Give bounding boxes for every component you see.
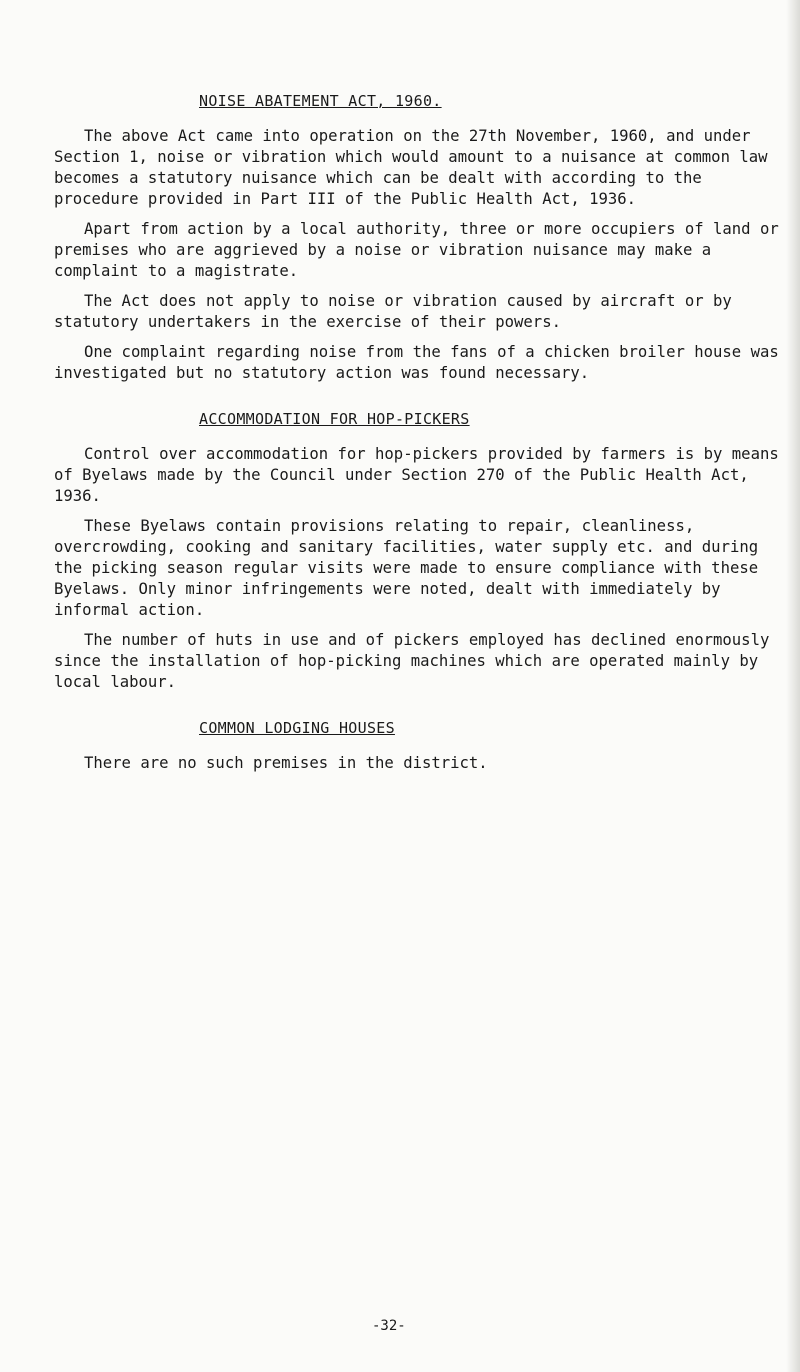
page-number: -32- <box>372 1318 406 1334</box>
paragraph: These Byelaws contain provisions relating to repair, cleanliness, overcrowding, cooking and sanitary facilities, water supply etc. and during the picking season regular visits were made to ensure compliance with these Byelaws. Only minor infringements were noted, dealt with immediately by informal action. <box>54 517 759 619</box>
paragraph: The above Act came into operation on the 27th November, 1960, and under Section 1, noise or vibration which would amount to a nuisance at common law becomes a statutory nuisance which can be dealt with according to the procedure provided in Part III of the Public Health Act, 1936. <box>54 127 768 208</box>
paragraph: Control over accommodation for hop-pickers provided by farmers is by means of Byelaws made by the Council under Section 270 of the Public Health Act, 1936. <box>54 445 779 505</box>
section-heading: NOISE ABATEMENT ACT, 1960. <box>199 92 442 110</box>
section-heading: COMMON LODGING HOUSES <box>199 719 395 737</box>
paragraph: The number of huts in use and of pickers employed has declined enormously since the installation of hop-picking machines which are operated mainly by local labour. <box>54 631 770 691</box>
section-hop-pickers <box>54 410 794 693</box>
section-noise-abatement <box>54 92 794 384</box>
document-page <box>54 92 794 783</box>
paragraph: Apart from action by a local authority, three or more occupiers of land or premises who are aggrieved by a noise or vibration nuisance may make a complaint to a magistrate. <box>54 220 779 280</box>
paragraph: One complaint regarding noise from the fans of a chicken broiler house was investigated but no statutory action was found necessary. <box>54 343 779 382</box>
paragraph: The Act does not apply to noise or vibration caused by aircraft or by statutory undertakers in the exercise of their powers. <box>54 292 732 331</box>
paragraph: There are no such premises in the district. <box>84 754 488 772</box>
section-lodging-houses <box>54 719 794 774</box>
section-heading: ACCOMMODATION FOR HOP-PICKERS <box>199 410 470 428</box>
